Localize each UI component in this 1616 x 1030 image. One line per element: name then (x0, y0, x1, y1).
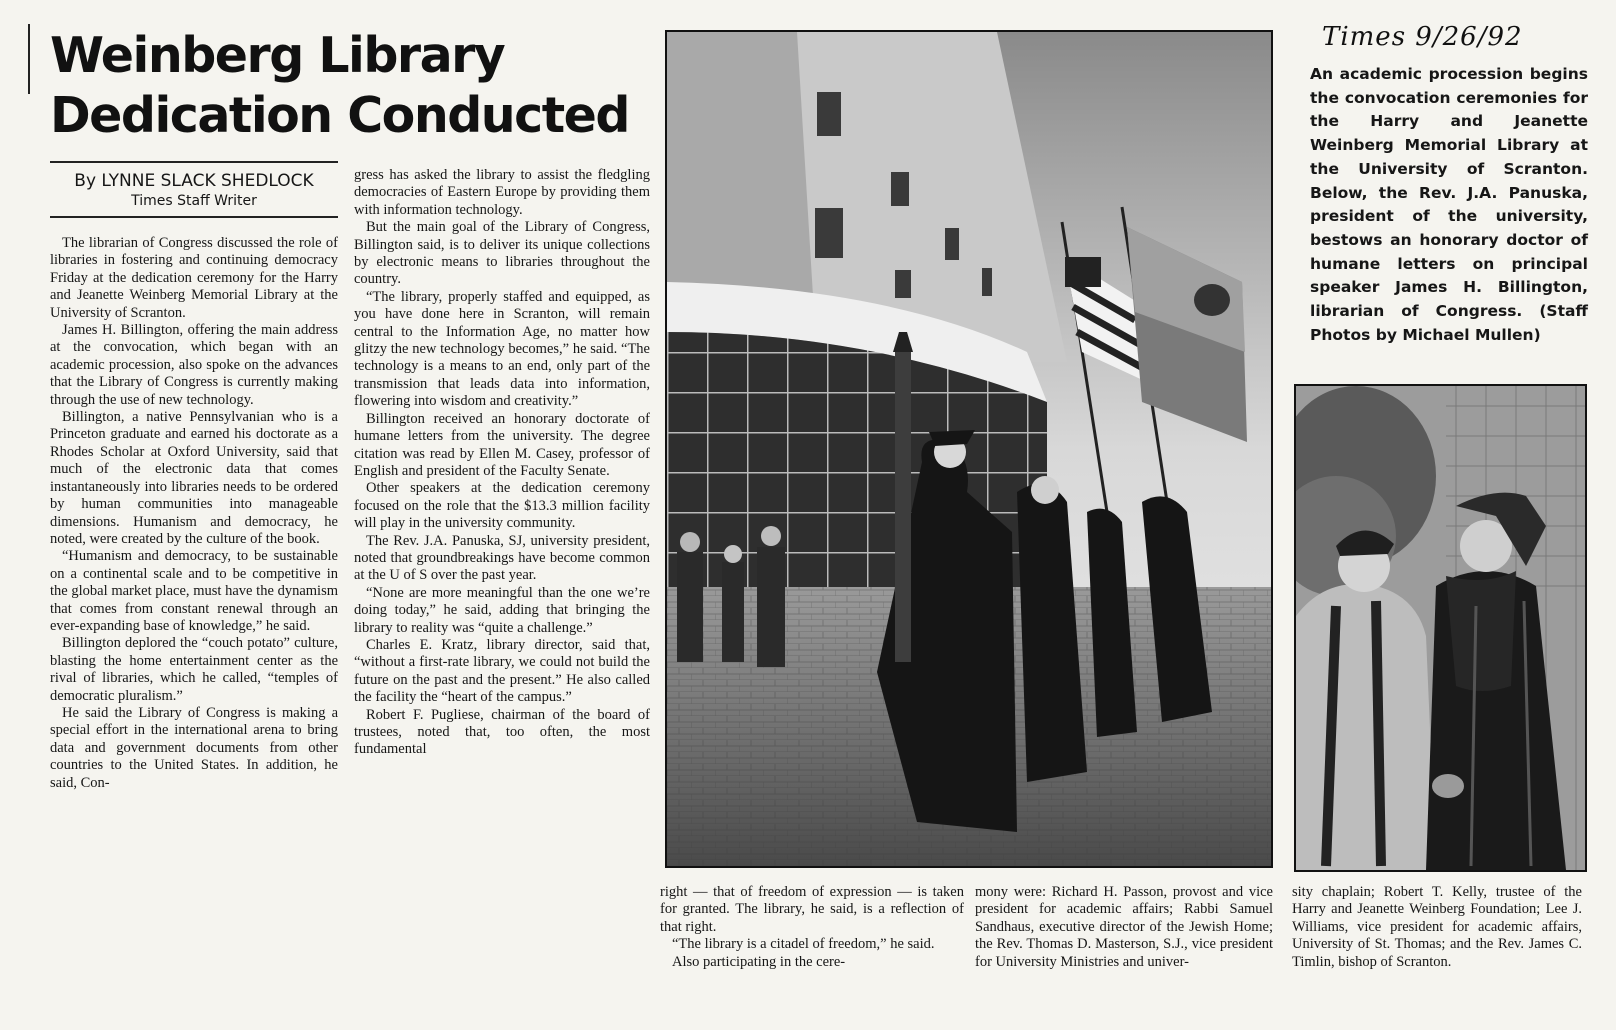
byline-author: By LYNNE SLACK SHEDLOCK (74, 171, 314, 191)
paragraph: Charles E. Kratz, library director, said that, “without a first-rate library, we could not build the future on the past and the present.” He also called the facility the “heart of the campus.” (354, 636, 650, 706)
paragraph: Also participating in the cere- (672, 953, 846, 970)
paragraph: gress has asked the library to assist the fledgling democracies of Eastern Europe by providing them with information technology. (354, 167, 650, 218)
paragraph: “The library is a citadel of freedom,” he said. (672, 936, 935, 953)
paragraph: James H. Billington, offering the main address at the convocation, which began with an academic procession, also spoke on the advances that the Library of Congress is currently making through the use of new technology. (50, 322, 338, 408)
article-column-1 (50, 235, 338, 792)
byline-role: Times Staff Writer (131, 193, 257, 209)
hooding-photo (1294, 384, 1587, 872)
paragraph: But the main goal of the Library of Congress, Billington said, is to deliver its unique collections by electronic means to libraries throughout the country. (354, 219, 650, 288)
column-rule (28, 24, 30, 94)
paragraph: “Humanism and democracy, to be sustainable on a continental scale and to be competitive in the global market place, must have the dynamism that comes from constant renewal through an ever-expanding base of knowledge,” he said. (50, 548, 338, 634)
article-column-2 (354, 167, 650, 759)
paragraph: sity chaplain; Robert T. Kelly, trustee of the Harry and Jeanette Weinberg Foundation; Lee J. Williams, vice president for academic affairs, University of St. Thomas; and the Rev. James C. Timlin, bishop of Scranton. (1292, 884, 1582, 970)
paragraph: Billington received an honorary doctorate of humane letters from the university. The degree citation was read by Ellen M. Casey, professor of English and president of the Faculty Senate. (354, 410, 650, 479)
paragraph: Billington deplored the “couch potato” culture, blasting the home entertainment center as the rival of libraries, which he called, “temples of democratic pluralism.” (50, 635, 338, 704)
paragraph: The librarian of Congress discussed the role of libraries in fostering and continuing democracy Friday at the dedication ceremony for the Harry and Jeanette Weinberg Memorial Library at the University of Scranton. (50, 235, 338, 321)
article-column-3 (660, 884, 964, 971)
byline-box (50, 161, 338, 218)
photo-caption: An academic procession begins the convocation ceremonies for the Harry and Jeanette Weinberg Memorial Library at the University of Scranton. Below, the Rev. J.A. Panuska, president of the university, bestows an honorary doctor of humane letters on principal speaker James H. Billington, librarian of Congress. (Staff Photos by Michael Mullen) (1310, 65, 1588, 344)
headline-line-1: Weinberg Library (50, 27, 505, 84)
article-column-5 (1292, 884, 1582, 971)
paragraph: He said the Library of Congress is making a special effort in the international arena to bring data and government documents from other countries to the United States. In addition, he said, Con- (50, 704, 338, 791)
paragraph: The Rev. J.A. Panuska, SJ, university president, noted that groundbreakings have become common at the U of S over the past year. (354, 532, 650, 584)
paragraph: “The library, properly staffed and equipped, as you have done here in Scranton, will remain central to the Information Age, no matter how glitzy the new technology becomes,” he said. “The technology is a means to an end, only part of the transmission that leads data into information, flowering into wisdom and creativity.” (354, 288, 650, 410)
headline (50, 26, 670, 146)
handwritten-date: Times 9/26/92 (1322, 22, 1523, 52)
paragraph: mony were: Richard H. Passon, provost and vice president for academic affairs; Rabbi Samuel Sandhaus, executive director of the Jewish Home; the Rev. Thomas D. Masterson, S.J., vice president for University Ministries and univer- (975, 884, 1273, 970)
paragraph: right — that of freedom of expression — is taken for granted. The library, he said, is a reflection of that right. (660, 884, 964, 935)
headline-line-2: Dedication Conducted (50, 87, 629, 144)
paragraph: Robert F. Pugliese, chairman of the board of trustees, noted that, too often, the most fundamental (354, 706, 650, 758)
paragraph: Other speakers at the dedication ceremony focused on the role that the $13.3 million facility will play in the university community. (354, 480, 650, 532)
paragraph: “None are more meaningful than the one we’re doing today,” he said, adding that bringing the library to reality was “quite a challenge.” (354, 584, 650, 636)
procession-photo (665, 30, 1273, 868)
article-column-4 (975, 884, 1273, 971)
paragraph: Billington, a native Pennsylvanian who is a Princeton graduate and earned his doctorate as a Rhodes Scholar at Oxford University, said that much of the electronic data that comes instantaneously into libraries needs to be ordered by human communities into manageable dimensions. Humanism and democracy, he noted, were created by the culture of the book. (50, 409, 338, 547)
